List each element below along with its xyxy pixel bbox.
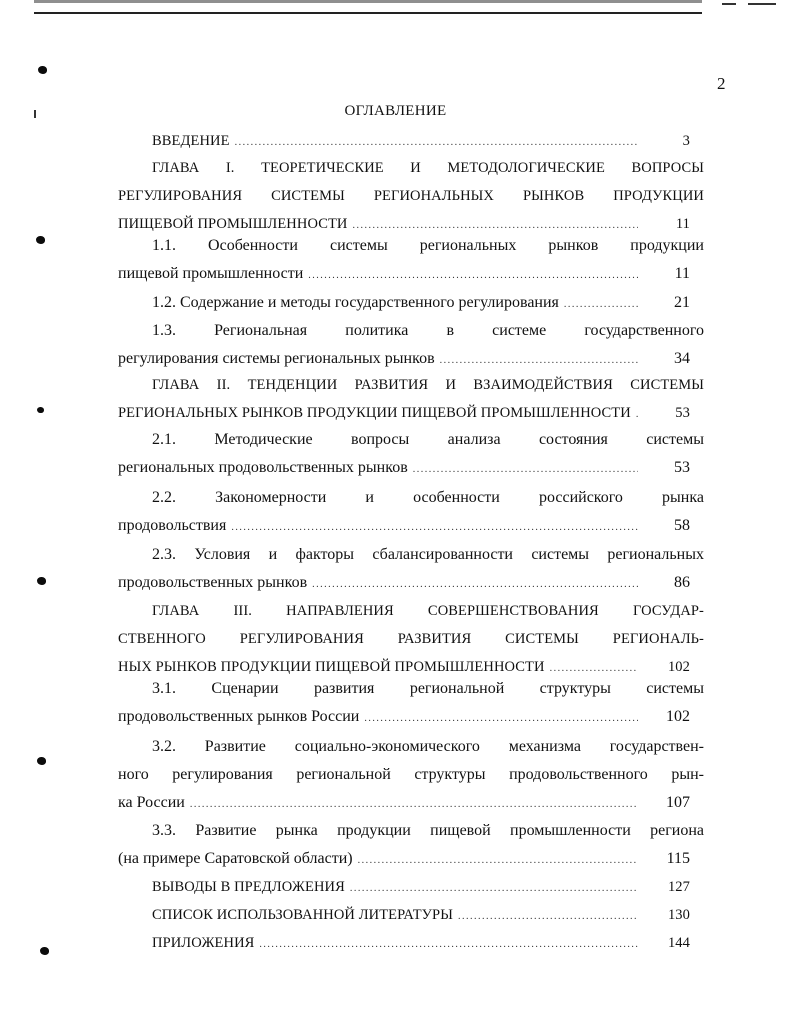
toc-entry-line: 2.3. Условия и факторы сбалансированности системы региональных xyxy=(152,546,704,563)
toc-entry xyxy=(118,597,704,681)
toc-entry xyxy=(118,232,704,288)
toc-entry-final-line xyxy=(118,569,704,597)
leader-dots xyxy=(231,514,638,542)
toc-entry xyxy=(118,929,704,957)
leader-dots xyxy=(308,262,638,290)
toc-entry-title: НЫХ РЫНКОВ ПРОДУКЦИИ ПИЩЕВОЙ ПРОМЫШЛЕННОСТИ xyxy=(118,659,545,675)
toc-entry xyxy=(118,127,704,155)
toc-entry-final-line xyxy=(118,289,704,317)
toc-entry-final-line xyxy=(118,873,704,901)
leader-dots xyxy=(458,903,638,931)
leader-dots xyxy=(364,705,638,733)
toc-entry-title: регулирования системы региональных рынков xyxy=(118,350,435,367)
toc-entry-title: продовольствия xyxy=(118,517,227,534)
toc-entry xyxy=(118,873,704,901)
toc-entry-page: 11 xyxy=(674,265,690,282)
toc-entry-page: 102 xyxy=(666,708,690,725)
toc-entry-page: 11 xyxy=(675,216,690,232)
toc-heading: ОГЛАВЛЕНИЕ xyxy=(344,103,447,119)
toc-entry-title: (на примере Саратовской области) xyxy=(118,850,353,867)
toc-entry-title: СПИСОК ИСПОЛЬЗОВАННОЙ ЛИТЕРАТУРЫ xyxy=(152,907,453,923)
leader-dots xyxy=(413,456,638,484)
leader-dots xyxy=(259,931,638,959)
toc-entry xyxy=(118,289,704,317)
toc-entry-page: 21 xyxy=(674,294,690,311)
toc-entry-title: ка России xyxy=(118,794,185,811)
toc-entry xyxy=(118,733,704,817)
toc-entry-title: ПРИЛОЖЕНИЯ xyxy=(152,935,255,951)
leader-dots xyxy=(636,401,638,429)
binding-hole-mark xyxy=(37,577,46,585)
toc-entry-line: 1.1. Особенности системы региональных рынков продукции xyxy=(152,237,704,254)
scan-edge-line xyxy=(34,0,702,3)
toc-entry-page: 102 xyxy=(667,659,690,675)
leader-dots xyxy=(350,875,638,903)
toc-entry-final-line xyxy=(118,703,704,731)
toc-entry-final-line xyxy=(118,512,704,540)
toc-entry-final-line xyxy=(118,345,704,373)
binding-hole-mark xyxy=(40,947,49,955)
toc-entry-title: продовольственных рынков xyxy=(118,574,308,591)
leader-dots xyxy=(358,847,638,875)
toc-entry-page: 130 xyxy=(667,907,690,923)
leader-dots xyxy=(190,791,638,819)
toc-entry-final-line xyxy=(118,454,704,482)
toc-entry-line: СТВЕННОГО РЕГУЛИРОВАНИЯ РАЗВИТИЯ СИСТЕМЫ РЕГИОНАЛЬ- xyxy=(118,631,704,647)
toc-entry-title: ВЫВОДЫ В ПРЕДЛОЖЕНИЯ xyxy=(152,879,345,895)
toc-entry xyxy=(118,317,704,373)
toc-entry-title: продовольственных рынков России xyxy=(118,708,360,725)
toc-entry-page: 144 xyxy=(667,935,690,951)
toc-entry-line: 1.3. Региональная политика в системе государственного xyxy=(152,322,704,339)
toc-entry-title: 1.2. Содержание и методы государственного регулирования xyxy=(152,294,559,311)
toc-entry-line: 2.2. Закономерности и особенности российского рынка xyxy=(152,489,704,506)
toc-entry-page: 58 xyxy=(674,517,690,534)
binding-hole-mark xyxy=(37,757,46,765)
toc-entry-page: 107 xyxy=(666,794,690,811)
toc-entry-page: 3 xyxy=(682,133,690,149)
toc-entry xyxy=(118,371,704,427)
toc-entry-line: 3.2. Развитие социально-экономического механизма государствен- xyxy=(152,738,704,755)
toc-entry-line: ГЛАВА II. ТЕНДЕНЦИИ РАЗВИТИЯ И ВЗАИМОДЕЙСТВИЯ СИСТЕМЫ xyxy=(152,377,704,393)
toc-entry-title: ПИЩЕВОЙ ПРОМЫШЛЕННОСТИ xyxy=(118,216,348,232)
toc-entry xyxy=(118,154,704,238)
scan-mark xyxy=(748,3,776,5)
toc-entry-page: 127 xyxy=(667,879,690,895)
toc-entry-final-line xyxy=(118,929,704,957)
scan-edge-line xyxy=(34,12,702,14)
toc-entry-page: 115 xyxy=(666,850,690,867)
toc-entry-final-line xyxy=(118,845,704,873)
toc-entry-title: РЕГИОНАЛЬНЫХ РЫНКОВ ПРОДУКЦИИ ПИЩЕВОЙ ПРОМЫШЛЕННОСТИ xyxy=(118,405,631,421)
toc-entry-final-line xyxy=(118,789,704,817)
toc-entry-page: 86 xyxy=(674,574,690,591)
binding-hole-mark xyxy=(36,236,45,244)
toc-entry-line: 3.1. Сценарии развития региональной структуры системы xyxy=(152,680,704,697)
toc-entry-title: пищевой промышленности xyxy=(118,265,304,282)
toc-entry-page: 34 xyxy=(674,350,690,367)
toc-entry-line: 3.3. Развитие рынка продукции пищевой промышленности региона xyxy=(152,822,704,839)
binding-hole-mark xyxy=(37,407,44,413)
toc-entry-line: ного регулирования региональной структуры продовольственного рын- xyxy=(118,766,704,783)
toc-entry xyxy=(118,675,704,731)
toc-entry xyxy=(118,541,704,597)
toc-entry xyxy=(118,426,704,482)
toc-entry-page: 53 xyxy=(674,459,690,476)
toc-entry-title: региональных продовольственных рынков xyxy=(118,459,408,476)
toc-entry-final-line xyxy=(118,260,704,288)
toc-entry-line: РЕГУЛИРОВАНИЯ СИСТЕМЫ РЕГИОНАЛЬНЫХ РЫНКОВ ПРОДУКЦИИ xyxy=(118,188,704,204)
toc-entry-line: 2.1. Методические вопросы анализа состояния системы xyxy=(152,431,704,448)
toc-entry xyxy=(118,901,704,929)
page-number: 2 xyxy=(717,74,726,93)
toc-entry-line: ГЛАВА I. ТЕОРЕТИЧЕСКИЕ И МЕТОДОЛОГИЧЕСКИЕ ВОПРОСЫ xyxy=(152,160,704,176)
toc-entry xyxy=(118,484,704,540)
toc-entry-final-line xyxy=(118,901,704,929)
toc-entry-title: ВВЕДЕНИЕ xyxy=(152,133,230,149)
leader-dots xyxy=(235,129,638,157)
binding-hole-mark xyxy=(38,66,47,74)
toc-entry-final-line xyxy=(118,399,704,427)
toc-entry-line: ГЛАВА III. НАПРАВЛЕНИЯ СОВЕРШЕНСТВОВАНИЯ ГОСУДАР- xyxy=(152,603,704,619)
toc-entry xyxy=(118,817,704,873)
toc-entry-page: 53 xyxy=(675,405,690,421)
leader-dots xyxy=(564,291,638,319)
scan-mark xyxy=(722,3,736,5)
leader-dots xyxy=(312,571,638,599)
toc-entry-final-line xyxy=(118,127,704,155)
